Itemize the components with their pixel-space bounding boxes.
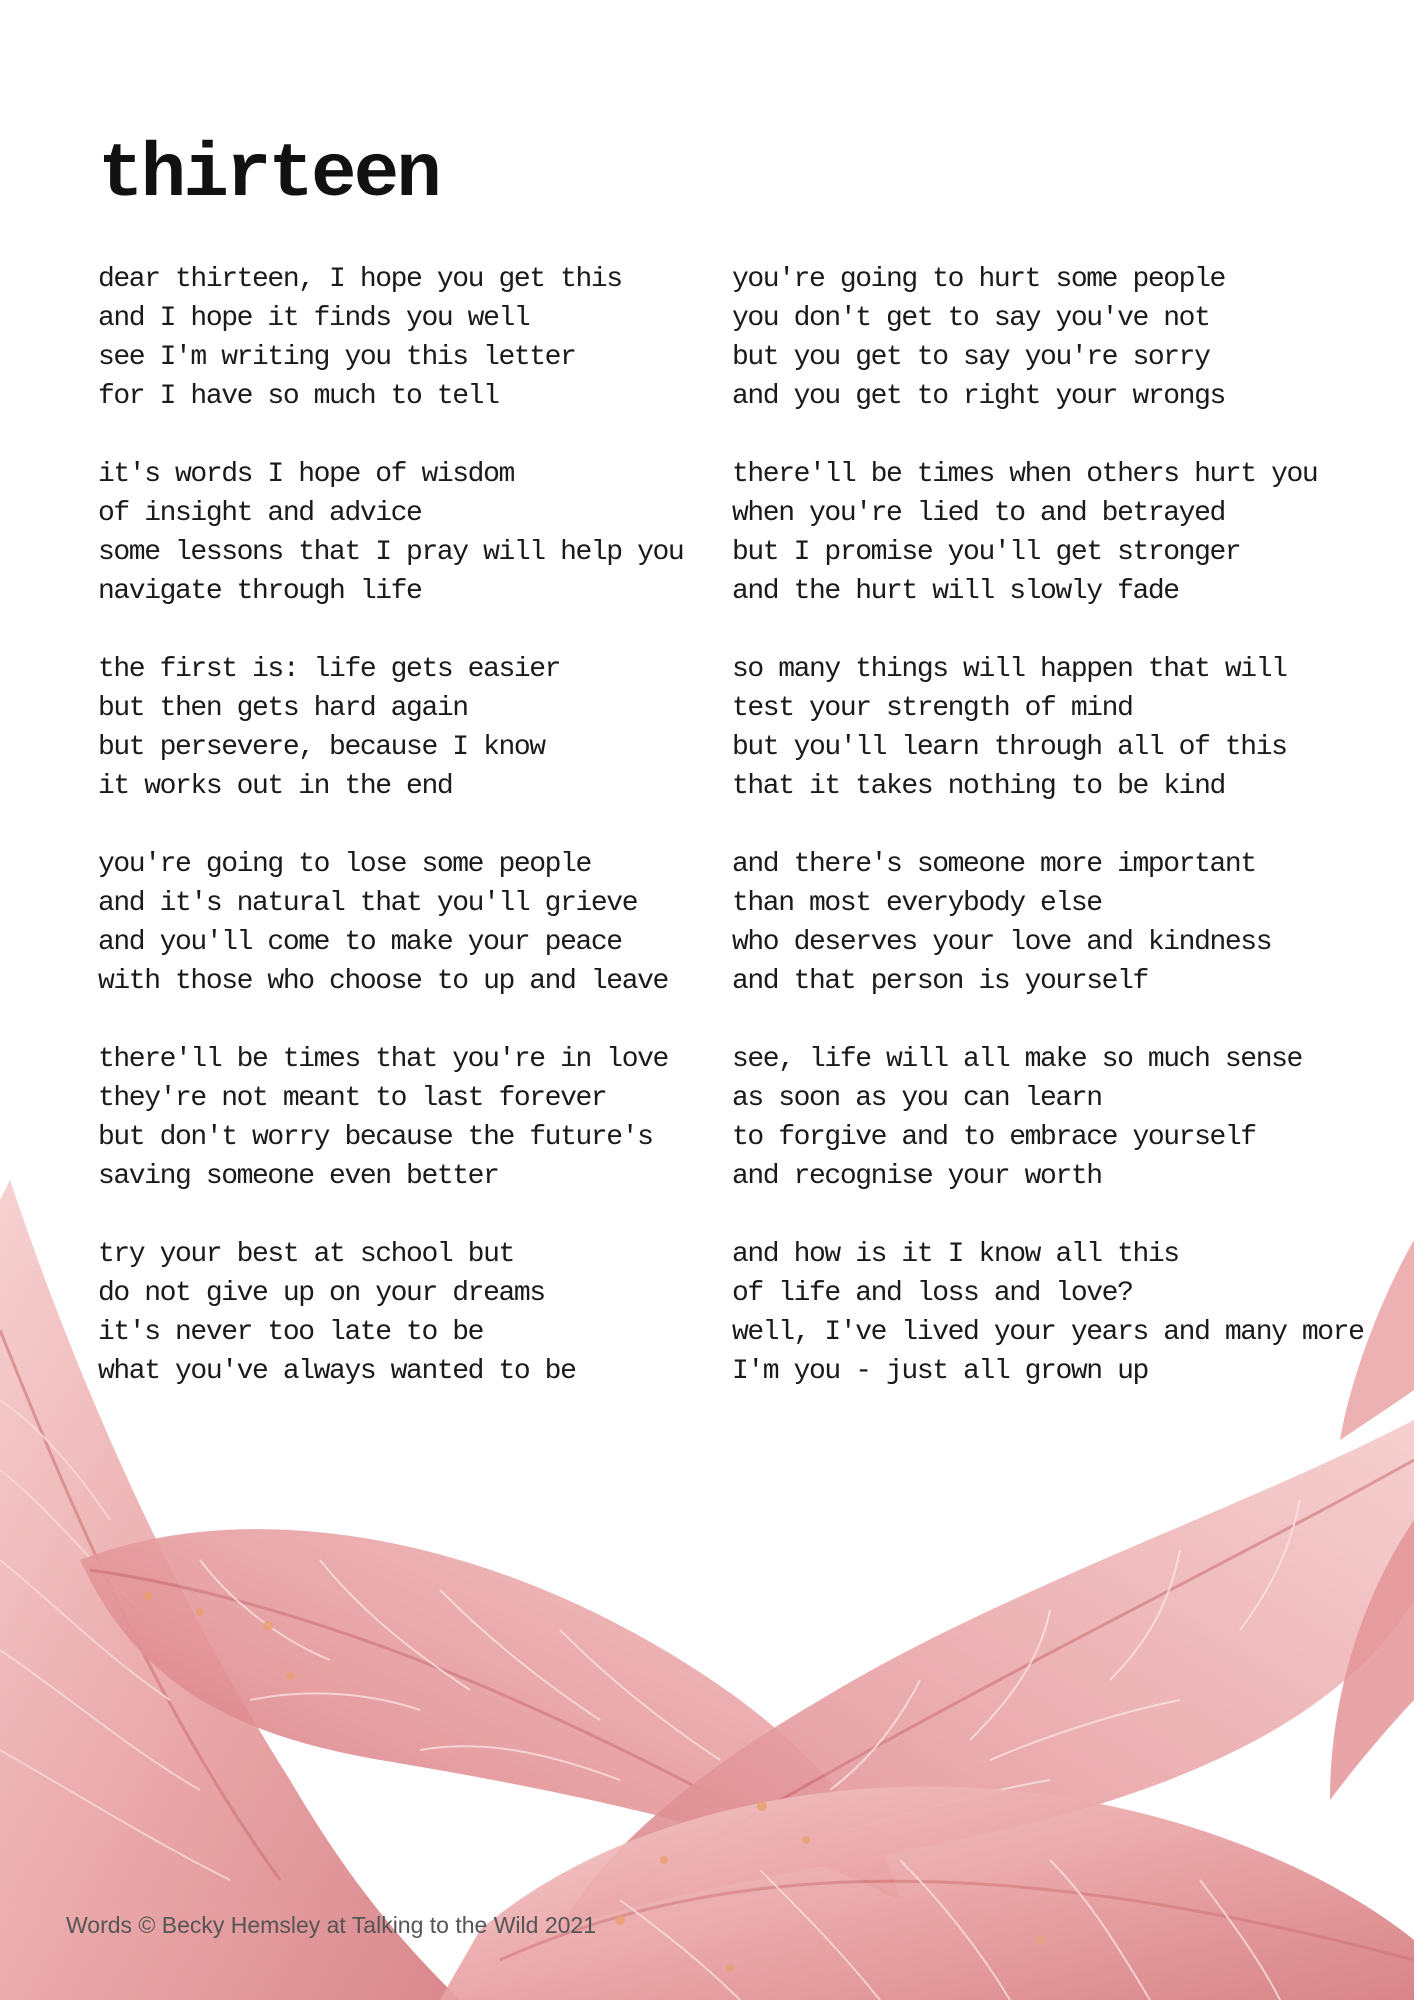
stanza	[98, 650, 698, 806]
stanza	[732, 845, 1382, 1001]
poem-line: to forgive and to embrace yourself	[732, 1122, 1256, 1153]
poem-line: than most everybody else	[732, 888, 1102, 919]
poem-line: and that person is yourself	[732, 966, 1148, 997]
poem-line: but I promise you'll get stronger	[732, 537, 1241, 568]
poem-line: you're going to hurt some people	[732, 264, 1225, 295]
poem-line: do not give up on your dreams	[98, 1278, 545, 1309]
poem-line: navigate through life	[98, 576, 422, 607]
poem-line: as soon as you can learn	[732, 1083, 1102, 1114]
stanza	[98, 845, 698, 1001]
poem-line: but don't worry because the future's	[98, 1122, 653, 1153]
poem-line: but then gets hard again	[98, 693, 468, 724]
poem-line: of insight and advice	[98, 498, 422, 529]
poem-line: it works out in the end	[98, 771, 453, 802]
poem-line: of life and loss and love?	[732, 1278, 1133, 1309]
stanza	[732, 455, 1382, 611]
poem-line: and the hurt will slowly fade	[732, 576, 1179, 607]
stanza	[98, 1040, 698, 1196]
poem-line: it's never too late to be	[98, 1317, 484, 1348]
poem-line: and recognise your worth	[732, 1161, 1102, 1192]
feather-bottom	[440, 1786, 1414, 2000]
stanza	[732, 1235, 1382, 1391]
poem-line: test your strength of mind	[732, 693, 1133, 724]
poem-line: but you get to say you're sorry	[732, 342, 1210, 373]
poem-line: so many things will happen that will	[732, 654, 1287, 685]
poem-line: there'll be times when others hurt you	[732, 459, 1318, 490]
stanza	[98, 260, 698, 416]
poem-column-left	[98, 260, 698, 1430]
poem-line: the first is: life gets easier	[98, 654, 561, 685]
poem-line: you don't get to say you've not	[732, 303, 1210, 334]
stanza	[98, 455, 698, 611]
poem-line: and it's natural that you'll grieve	[98, 888, 638, 919]
poem-line: dear thirteen, I hope you get this	[98, 264, 622, 295]
poem-line: with those who choose to up and leave	[98, 966, 668, 997]
poem-line: see I'm writing you this letter	[98, 342, 576, 373]
poem-line: and how is it I know all this	[732, 1239, 1179, 1270]
copyright-credit: Words © Becky Hemsley at Talking to the Wild 2021	[66, 1912, 596, 1938]
poem-line: for I have so much to tell	[98, 381, 499, 412]
poem-line: who deserves your love and kindness	[732, 927, 1272, 958]
poem-line: they're not meant to last forever	[98, 1083, 607, 1114]
poem-line: saving someone even better	[98, 1161, 499, 1192]
poem-line: you're going to lose some people	[98, 849, 591, 880]
poem-line: but you'll learn through all of this	[732, 732, 1287, 763]
poem-line: try your best at school but	[98, 1239, 514, 1270]
poem-line: what you've always wanted to be	[98, 1356, 576, 1387]
poem-line: and you get to right your wrongs	[732, 381, 1225, 412]
poem-line: well, I've lived your years and many more	[732, 1317, 1364, 1348]
stanza	[732, 1040, 1382, 1196]
stanza	[732, 650, 1382, 806]
poem-line: but persevere, because I know	[98, 732, 545, 763]
poem-line: and you'll come to make your peace	[98, 927, 622, 958]
poem-line: see, life will all make so much sense	[732, 1044, 1302, 1075]
poem-line: that it takes nothing to be kind	[732, 771, 1225, 802]
poem-line: some lessons that I pray will help you	[98, 537, 684, 568]
stanza	[98, 1235, 698, 1391]
stanza	[732, 260, 1382, 416]
poem-title: thirteen	[98, 132, 439, 218]
poem-column-right	[732, 260, 1382, 1430]
poem-line: it's words I hope of wisdom	[98, 459, 514, 490]
poem-line: and there's someone more important	[732, 849, 1256, 880]
poem-line: I'm you - just all grown up	[732, 1356, 1148, 1387]
poem-line: when you're lied to and betrayed	[732, 498, 1225, 529]
poem-line: there'll be times that you're in love	[98, 1044, 668, 1075]
poem-line: and I hope it finds you well	[98, 303, 530, 334]
